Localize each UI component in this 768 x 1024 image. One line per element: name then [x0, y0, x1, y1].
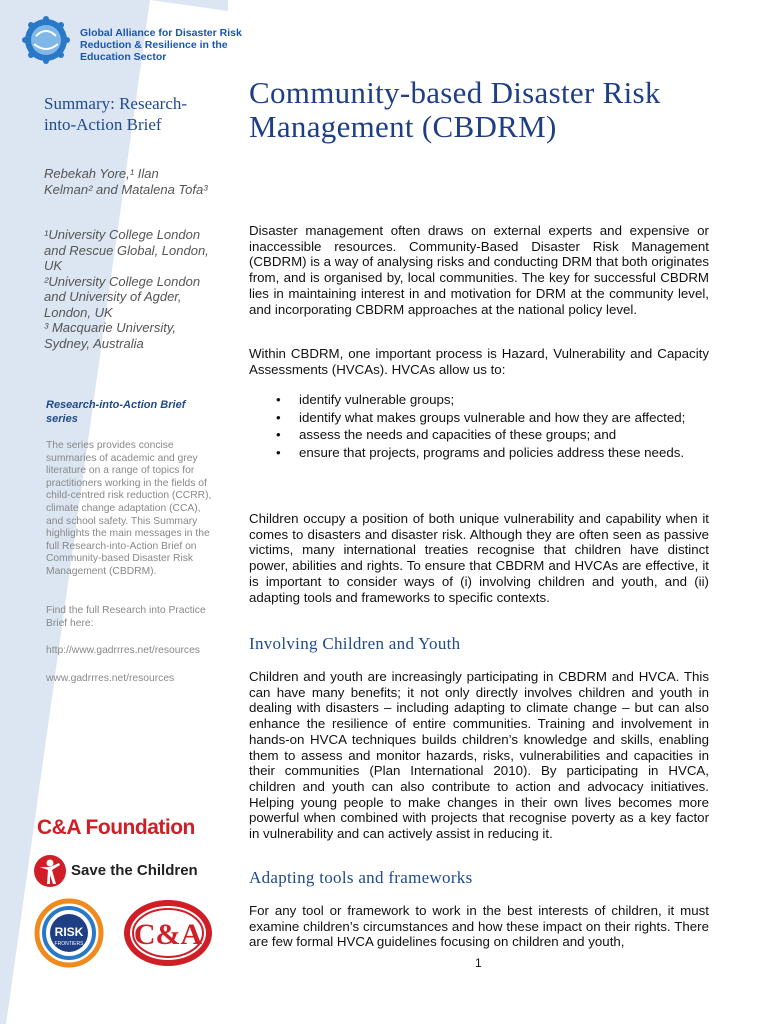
- authors: Rebekah Yore,¹ Ilan Kelman² and Matalena Tofa³: [44, 166, 208, 197]
- risk-logo-subtext: FRONTIERS: [54, 941, 84, 947]
- list-item: • ensure that projects, programs and policies address these needs.: [249, 445, 709, 461]
- paragraph-adapting: For any tool or framework to work in the best interests of children, it must examine children’s circumstances and how these impact on their rights. There are few formal HVCA guidelines focusing on children and youth,: [249, 903, 709, 950]
- heading-involving-children: Involving Children and Youth: [249, 634, 461, 653]
- org-name: Global Alliance for Disaster Risk Reduction & Resilience in the Education Sector: [80, 27, 242, 63]
- resources-link-2[interactable]: www.gadrrres.net/resources: [46, 673, 175, 684]
- heading-adapting-tools: Adapting tools and frameworks: [249, 868, 473, 887]
- risk-logo-text: RISK: [54, 925, 84, 939]
- series-description: The series provides concise summaries of academic and grey literature on a range of topics for practitioners working in the fields of child-centred risk reduction (CCRR), climate change adaptation (CCA), and school safety. This Summary highlights the main messages in the full Research-into-Action Brief on Community-based Disaster Risk Management (CBDRM).: [46, 440, 212, 577]
- summary-title: Summary: Research-into-Action Brief: [44, 94, 188, 134]
- find-full-brief-text: Find the full Research into Practice Brief here:: [46, 605, 206, 629]
- ca-logo-icon: [122, 898, 214, 968]
- save-the-children-icon: [33, 854, 67, 888]
- list-item: • assess the needs and capacities of these groups; and: [249, 427, 709, 443]
- affiliation-3: ³ Macquarie University, Sydney, Australia: [44, 320, 176, 351]
- page-number: 1: [475, 956, 482, 970]
- paragraph-involving: Children and youth are increasingly participating in CBDRM and HVCA. This can have many benefits; it not only directly involves children and youth in dealing with disasters – including adapting to climate change – but can also enhance the resilience of entire communities. Training and involvement in hands-on HVCA techniques builds children’s knowledge and skills, enabling them to assess and monitor hazards, risks, vulnerabilities and capacities in their communities (Plan International 2010). By participating in HVCA, children and youth can also contribute to action and advocacy initiatives. Helping young people to make changes in their own lives becomes more powerful when combined with projects that recognise poverty as a key factor in vulnerability and can actively assist in reducing it.: [249, 669, 709, 842]
- risk-frontiers-logo-icon: [34, 898, 104, 968]
- affiliation-2: ²University College London and University of Agder, London, UK: [44, 273, 201, 320]
- paragraph-children: Children occupy a position of both unique vulnerability and capability when it comes to disasters and disaster risk. Although they are often seen as passive victims, many international treaties recognise that children have distinct power, abilities and rights. To ensure that CBDRM and HVCAs are effective, it is important to consider ways of (i) involving children and youth, and (ii) adapting tools and frameworks to specific contexts.: [249, 511, 709, 605]
- list-item: • identify vulnerable groups;: [249, 392, 709, 408]
- globe-logo-icon: [22, 16, 70, 64]
- affiliation-1: ¹University College London and Rescue Global, London, UK: [44, 227, 209, 273]
- paragraph-intro: Disaster management often draws on external experts and expensive or inaccessible resources. Community-Based Disaster Risk Management (CBDRM) is a way of analysing risks and conducting DRM that both originates from, and is organised by, local communities. The key for successful CBDRM lies in maintaining interest in and motivation for DRM at the community level, and incorporating CBDRM approaches at the national policy level.: [249, 223, 709, 317]
- save-the-children-logo: Save the Children: [71, 862, 198, 879]
- ca-foundation-logo: C&A Foundation: [37, 816, 195, 839]
- affiliations: [44, 227, 219, 351]
- page-title: Community-based Disaster Risk Management (CBDRM): [249, 75, 661, 144]
- paragraph-hvca: Within CBDRM, one important process is Hazard, Vulnerability and Capacity Assessments (HVCAs). HVCAs allow us to:: [249, 346, 709, 377]
- list-item: • identify what makes groups vulnerable and how they are affected;: [249, 410, 709, 426]
- ca-logo-text: C&A: [133, 918, 203, 951]
- series-title: Research-into-Action Brief series: [46, 399, 186, 425]
- hvca-bullet-list: [249, 392, 709, 463]
- resources-link-1[interactable]: http://www.gadrrres.net/resources: [46, 645, 200, 656]
